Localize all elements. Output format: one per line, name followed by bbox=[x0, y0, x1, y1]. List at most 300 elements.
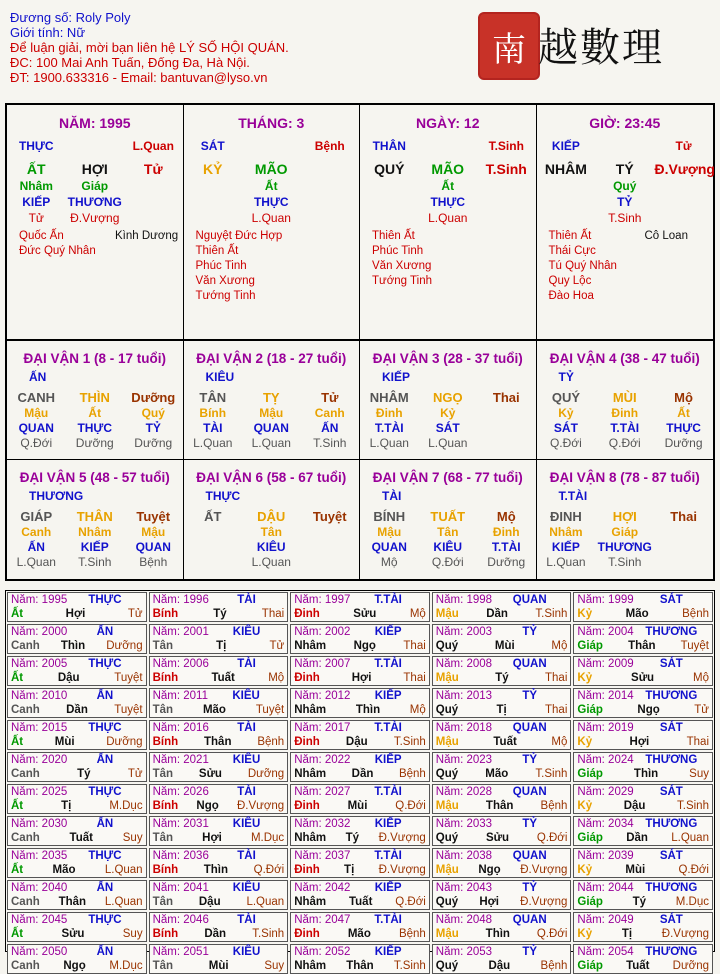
dai-van-hidden-item: THỰC bbox=[77, 421, 113, 435]
year-label: Năm: 2003 bbox=[435, 626, 493, 638]
year-can: Canh bbox=[11, 832, 40, 844]
year-god: THỰC bbox=[88, 786, 122, 798]
year-cell bbox=[7, 912, 147, 942]
year-label: Năm: 2034 bbox=[577, 818, 634, 830]
star-item: Đức Quý Nhân bbox=[19, 245, 96, 257]
year-line-2 bbox=[8, 959, 146, 973]
year-chi: Tị bbox=[621, 928, 633, 940]
dai-van-state: Dưỡng bbox=[131, 390, 176, 405]
year-chi: Ngọ bbox=[637, 704, 660, 716]
year-chi: Tý bbox=[213, 608, 227, 620]
year-line-2 bbox=[291, 671, 429, 685]
dai-van-hidden-row bbox=[537, 421, 714, 435]
year-chi: Thân bbox=[485, 800, 514, 812]
pillar-hidden-item: Đ.Vượng bbox=[70, 211, 120, 225]
spacer bbox=[301, 195, 359, 209]
year-label: Năm: 2044 bbox=[577, 882, 634, 894]
year-state: Q.Đới bbox=[536, 832, 568, 844]
year-label: Năm: 1997 bbox=[294, 594, 351, 606]
year-line-2 bbox=[291, 735, 429, 749]
dai-van-hidden-row bbox=[537, 540, 714, 554]
year-state: Bệnh bbox=[540, 800, 568, 812]
year-can: Ất bbox=[11, 864, 24, 876]
dai-van-hidden-item: KIÊU bbox=[256, 540, 286, 554]
dai-van-hidden-item: KIÊU bbox=[433, 540, 463, 554]
year-cell bbox=[290, 944, 430, 974]
year-label: Năm: 2021 bbox=[152, 754, 209, 766]
year-line-2 bbox=[574, 895, 712, 909]
pillar-top-state: L.Quan bbox=[132, 139, 174, 153]
year-god: ẤN bbox=[96, 946, 114, 958]
dai-van-hidden-item: THỰC bbox=[666, 421, 701, 435]
year-chi: Dần bbox=[351, 768, 374, 780]
dai-van-2 bbox=[184, 341, 361, 460]
year-can: Kỷ bbox=[577, 608, 593, 620]
year-can: Ất bbox=[11, 736, 24, 748]
year-god: ẤN bbox=[96, 690, 114, 702]
dai-van-hidden-row bbox=[360, 555, 536, 569]
year-chi: Dần bbox=[486, 608, 508, 620]
year-god: THỰC bbox=[88, 722, 122, 734]
year-state: Mộ bbox=[409, 704, 426, 716]
year-can: Đinh bbox=[294, 864, 320, 876]
spacer bbox=[419, 139, 477, 153]
star-item: Phúc Tinh bbox=[372, 245, 424, 257]
year-god: TÀI bbox=[237, 914, 256, 926]
dai-van-hidden-item: QUAN bbox=[135, 540, 171, 554]
dai-van-top: TỶ bbox=[558, 370, 574, 384]
dai-van-hidden-item: Quý bbox=[141, 406, 165, 420]
year-line-2 bbox=[8, 607, 146, 621]
year-line-2 bbox=[291, 927, 429, 941]
dai-van-hidden-row bbox=[7, 421, 183, 435]
year-state: Dưỡng bbox=[106, 736, 143, 748]
dai-van-hidden-item: T.Sinh bbox=[608, 555, 642, 569]
year-state: Suy bbox=[122, 832, 143, 844]
dai-van-hidden-item bbox=[301, 540, 359, 554]
dai-van-main-row bbox=[184, 390, 360, 405]
year-state: Tử bbox=[269, 640, 285, 652]
dai-van-hidden-item: Mậu bbox=[141, 525, 166, 539]
dai-van-can: NHÂM bbox=[369, 390, 409, 405]
year-state: Suy bbox=[264, 960, 285, 972]
pillar-stars bbox=[19, 229, 96, 259]
dai-van-hidden-row bbox=[184, 540, 360, 554]
dai-van-title: ĐẠI VẬN 8 (78 - 87 tuổi) bbox=[549, 470, 700, 485]
year-can: Quý bbox=[435, 768, 459, 780]
spacer bbox=[66, 139, 124, 153]
dai-van-hidden-item: Dưỡng bbox=[487, 555, 526, 569]
pillar-top-god: SÁT bbox=[200, 139, 225, 153]
dai-van-hidden-row bbox=[537, 406, 714, 420]
year-god: T.TÀI bbox=[374, 658, 402, 670]
year-chi: Mùi bbox=[494, 640, 515, 652]
dai-van-7 bbox=[360, 460, 537, 579]
year-state: Thai bbox=[686, 736, 709, 748]
year-label: Năm: 2002 bbox=[294, 626, 351, 638]
dai-van-can: GIÁP bbox=[20, 509, 53, 524]
year-god: KIẾP bbox=[374, 690, 402, 702]
dai-van-hidden-item: Nhâm bbox=[549, 525, 583, 539]
year-god: THƯƠNG bbox=[645, 690, 698, 702]
year-god: TỶ bbox=[522, 690, 538, 702]
dai-van-hidden-item: Bính bbox=[199, 406, 227, 420]
year-chi: Hợi bbox=[479, 896, 500, 908]
dai-van-state: Tử bbox=[321, 390, 339, 405]
year-chi: Dần bbox=[66, 704, 88, 716]
year-god: TÀI bbox=[237, 722, 256, 734]
dai-van-state: Tuyệt bbox=[312, 509, 347, 524]
year-state: Q.Đới bbox=[395, 896, 426, 908]
year-label: Năm: 2025 bbox=[11, 786, 68, 798]
seal-logo: 南 bbox=[478, 12, 540, 80]
year-chi: Sửu bbox=[353, 608, 377, 620]
dai-van-hidden-item: T.Sinh bbox=[78, 555, 112, 569]
star-item: Cô Loan bbox=[644, 230, 688, 242]
year-chi: Mão bbox=[625, 608, 649, 620]
dai-van-chi: THÂN bbox=[76, 509, 113, 524]
year-god: KIẾP bbox=[374, 818, 402, 830]
year-line-2 bbox=[150, 671, 288, 685]
year-chi: Mùi bbox=[54, 736, 75, 748]
star-item: Tướng Tinh bbox=[195, 290, 256, 302]
year-line-1 bbox=[574, 913, 712, 927]
year-can: Đinh bbox=[294, 800, 320, 812]
year-cell bbox=[149, 752, 289, 782]
year-cell bbox=[290, 912, 430, 942]
dai-van-main-row bbox=[537, 390, 714, 405]
year-line-1 bbox=[150, 657, 288, 671]
star-item: Quốc Ấn bbox=[19, 230, 64, 242]
dai-van-hidden-item: Kỷ bbox=[558, 406, 574, 420]
year-line-2 bbox=[150, 767, 288, 781]
dai-van-hidden-item bbox=[654, 525, 712, 539]
dai-van-hidden-row bbox=[360, 540, 536, 554]
year-label: Năm: 2001 bbox=[152, 626, 209, 638]
year-cell bbox=[290, 624, 430, 654]
year-chi: Tuất bbox=[348, 896, 373, 908]
year-god: THƯƠNG bbox=[645, 882, 698, 894]
year-line-2 bbox=[433, 799, 571, 813]
year-line-2 bbox=[291, 959, 429, 973]
year-line-2 bbox=[291, 831, 429, 845]
year-can: Canh bbox=[11, 960, 40, 972]
year-state: M.Dục bbox=[109, 800, 143, 812]
year-line-1 bbox=[291, 721, 429, 735]
pillar-hidden-item: THỰC bbox=[253, 195, 289, 209]
year-label: Năm: 2053 bbox=[435, 946, 493, 958]
year-line-1 bbox=[433, 849, 571, 863]
year-god: SÁT bbox=[659, 914, 683, 926]
dai-van-hidden-row bbox=[7, 436, 183, 450]
dai-van-hidden-item bbox=[654, 540, 712, 554]
year-line-1 bbox=[574, 753, 712, 767]
year-god: ẤN bbox=[96, 754, 114, 766]
year-line-2 bbox=[574, 959, 712, 973]
dai-van-can: CANH bbox=[17, 390, 56, 405]
dai-van-hidden-item: Dưỡng bbox=[75, 436, 114, 450]
year-chi: Tuất bbox=[211, 672, 235, 684]
year-line-1 bbox=[433, 721, 571, 735]
dai-van-hidden-row bbox=[360, 406, 536, 420]
year-line-2 bbox=[8, 799, 146, 813]
year-state: Đ.Vượng bbox=[378, 832, 426, 844]
year-state: Đ.Vượng bbox=[378, 864, 426, 876]
year-label: Năm: 2050 bbox=[11, 946, 68, 958]
dai-van-hidden-item: Q.Đới bbox=[549, 436, 582, 450]
dai-van-chi: TUẤT bbox=[430, 509, 466, 524]
dai-van-hidden-item: L.Quan bbox=[428, 436, 468, 450]
pillar-hidden-row bbox=[184, 211, 360, 225]
year-can: Tân bbox=[152, 704, 174, 716]
year-chi: Tị bbox=[216, 640, 227, 652]
year-line-1 bbox=[291, 881, 429, 895]
year-god: TÀI bbox=[237, 850, 256, 862]
dai-van-hidden-item: T.Sinh bbox=[313, 436, 347, 450]
year-label: Năm: 2049 bbox=[577, 914, 634, 926]
year-chi: Hợi bbox=[351, 672, 372, 684]
dai-van-hidden-item: T.TÀI bbox=[374, 421, 404, 435]
year-label: Năm: 2043 bbox=[435, 882, 493, 894]
year-line-1 bbox=[291, 785, 429, 799]
year-cell bbox=[573, 656, 713, 686]
dai-van-hidden-item: Bệnh bbox=[139, 555, 168, 569]
year-label: Năm: 2045 bbox=[11, 914, 68, 926]
pillar-main-row bbox=[184, 161, 360, 177]
dai-van-can: ĐINH bbox=[550, 509, 582, 524]
year-can: Bính bbox=[152, 928, 179, 940]
dai-van-hidden-item: KIẾP bbox=[551, 540, 580, 554]
year-line-2 bbox=[574, 703, 712, 717]
year-line-1 bbox=[150, 593, 288, 607]
dai-van-hidden-item bbox=[184, 555, 242, 569]
dai-van-4 bbox=[537, 341, 714, 460]
star-item: Kình Dương bbox=[115, 230, 179, 242]
year-line-1 bbox=[8, 753, 146, 767]
year-line-1 bbox=[291, 689, 429, 703]
year-line-2 bbox=[433, 607, 571, 621]
year-line-2 bbox=[433, 831, 571, 845]
dai-van-hidden-item: Dưỡng bbox=[664, 436, 703, 450]
dai-van-hidden-item: Đinh bbox=[375, 406, 403, 420]
year-god: TÀI bbox=[237, 594, 256, 606]
dai-van-hidden-item: Mậu bbox=[24, 406, 49, 420]
year-line-2 bbox=[433, 639, 571, 653]
year-state: Đ.Vượng bbox=[520, 864, 568, 876]
year-state: Dưỡng bbox=[672, 960, 709, 972]
year-can: Bính bbox=[152, 800, 179, 812]
year-line-2 bbox=[433, 863, 571, 877]
address-line: ĐC: 100 Mai Anh Tuấn, Đống Đa, Hà Nội. bbox=[10, 55, 250, 70]
pillar-can: QUÝ bbox=[374, 161, 405, 177]
dai-van-hidden-item: L.Quan bbox=[546, 555, 586, 569]
year-chi: Thìn bbox=[203, 864, 229, 876]
year-line-1 bbox=[150, 689, 288, 703]
pillar-hidden-item: THỰC bbox=[430, 195, 466, 209]
year-chi: Ngọ bbox=[63, 960, 86, 972]
year-label: Năm: 2030 bbox=[11, 818, 68, 830]
year-cell bbox=[7, 656, 147, 686]
year-line-1 bbox=[291, 593, 429, 607]
year-state: Tuyệt bbox=[114, 704, 143, 716]
year-chi: Sửu bbox=[61, 928, 85, 940]
year-can: Nhâm bbox=[294, 832, 327, 844]
dai-van-main-row bbox=[360, 390, 536, 405]
year-line-1 bbox=[291, 657, 429, 671]
year-label: Năm: 2029 bbox=[577, 786, 634, 798]
dai-van-hidden-item bbox=[301, 555, 359, 569]
year-label: Năm: 2004 bbox=[577, 626, 634, 638]
dai-van-title: ĐẠI VẬN 6 (58 - 67 tuổi) bbox=[196, 470, 347, 485]
year-label: Năm: 2016 bbox=[152, 722, 209, 734]
dai-van-hidden-row bbox=[184, 555, 360, 569]
year-line-2 bbox=[150, 927, 288, 941]
dai-van-hidden-row bbox=[184, 406, 360, 420]
dai-van-hidden-item bbox=[184, 540, 242, 554]
year-line-1 bbox=[433, 817, 571, 831]
year-can: Giáp bbox=[577, 704, 603, 716]
dai-van-hidden-item: TÀI bbox=[203, 421, 223, 435]
year-line-2 bbox=[8, 831, 146, 845]
year-line-1 bbox=[291, 753, 429, 767]
year-line-2 bbox=[150, 799, 288, 813]
year-cell bbox=[7, 848, 147, 878]
year-chi: Thân bbox=[628, 640, 656, 652]
year-can: Kỷ bbox=[577, 800, 593, 812]
year-label: Năm: 2007 bbox=[294, 658, 351, 670]
year-line-2 bbox=[291, 639, 429, 653]
year-chi: Ngọ bbox=[196, 800, 219, 812]
year-line-2 bbox=[574, 671, 712, 685]
year-god: KIẾP bbox=[374, 946, 402, 958]
year-state: Tử bbox=[127, 608, 143, 620]
dai-van-top: ẤN bbox=[29, 370, 47, 384]
dai-van-top: KIẾP bbox=[382, 370, 411, 384]
year-state: Mộ bbox=[409, 608, 426, 620]
dai-van-hidden-item: Dưỡng bbox=[134, 436, 173, 450]
header bbox=[10, 10, 480, 100]
gender-line: Giới tính: Nữ bbox=[10, 25, 86, 40]
dai-van-hidden-item: Đinh bbox=[611, 406, 639, 420]
year-can: Quý bbox=[435, 704, 459, 716]
year-line-1 bbox=[8, 913, 146, 927]
year-label: Năm: 2026 bbox=[152, 786, 209, 798]
year-cell bbox=[432, 880, 572, 910]
year-line-1 bbox=[433, 657, 571, 671]
year-chi: Tị bbox=[61, 800, 72, 812]
dai-van-hidden-item bbox=[477, 436, 535, 450]
year-god: QUAN bbox=[512, 914, 547, 926]
dai-van-state: Mộ bbox=[674, 390, 693, 405]
year-state: Bệnh bbox=[540, 960, 568, 972]
dai-van-title: ĐẠI VẬN 4 (38 - 47 tuổi) bbox=[549, 351, 700, 366]
year-state: Tử bbox=[694, 704, 709, 716]
year-god: QUAN bbox=[512, 594, 547, 606]
pillar-state: Tử bbox=[143, 161, 163, 177]
year-chi: Dậu bbox=[198, 896, 221, 908]
star-item: Tướng Tinh bbox=[372, 275, 432, 287]
dai-van-1 bbox=[7, 341, 184, 460]
dai-van-title: ĐẠI VẬN 2 (18 - 27 tuổi) bbox=[196, 351, 347, 366]
year-state: Bệnh bbox=[398, 928, 426, 940]
year-cell bbox=[7, 784, 147, 814]
year-cell bbox=[290, 656, 430, 686]
year-can: Canh bbox=[11, 768, 40, 780]
year-state: Tuyệt bbox=[680, 640, 709, 652]
dai-van-5 bbox=[7, 460, 184, 579]
year-chi: Sửu bbox=[631, 672, 655, 684]
dai-van-hidden-item: Canh bbox=[314, 406, 345, 420]
pillar-main-row bbox=[7, 161, 183, 177]
dai-van-hidden-item: L.Quan bbox=[193, 436, 233, 450]
year-label: Năm: 2027 bbox=[294, 786, 351, 798]
year-label: Năm: 2011 bbox=[152, 690, 208, 702]
year-cell bbox=[432, 784, 572, 814]
year-line-1 bbox=[433, 913, 571, 927]
year-cell bbox=[7, 752, 147, 782]
year-chi: Tuất bbox=[626, 960, 650, 972]
year-line-1 bbox=[574, 689, 712, 703]
pillar-top-state: T.Sinh bbox=[488, 139, 524, 153]
year-chi: Tý bbox=[632, 896, 647, 908]
pillar-hidden-item: Ất bbox=[441, 179, 455, 193]
year-can: Giáp bbox=[577, 896, 603, 908]
year-label: Năm: 2032 bbox=[294, 818, 351, 830]
year-label: Năm: 2017 bbox=[294, 722, 351, 734]
year-line-2 bbox=[8, 671, 146, 685]
year-god: THƯƠNG bbox=[645, 818, 698, 830]
year-god: KIÊU bbox=[232, 818, 261, 830]
year-chi: Tý bbox=[345, 832, 360, 844]
dai-van-hidden-item bbox=[477, 406, 535, 420]
year-can: Nhâm bbox=[294, 768, 327, 780]
year-label: Năm: 2014 bbox=[577, 690, 634, 702]
year-chi: Dần bbox=[204, 928, 227, 940]
year-cell bbox=[290, 752, 430, 782]
year-god: T.TÀI bbox=[374, 594, 402, 606]
year-chi: Mùi bbox=[347, 800, 368, 812]
year-god: KIÊU bbox=[232, 690, 260, 702]
year-god: SÁT bbox=[659, 594, 683, 606]
dai-van-hidden-item: Nhâm bbox=[78, 525, 112, 539]
dai-van-top: THỰC bbox=[205, 489, 241, 503]
dai-van-8 bbox=[537, 460, 714, 579]
year-can: Canh bbox=[11, 704, 40, 716]
year-chi: Dậu bbox=[488, 960, 511, 972]
year-state: Đ.Vượng bbox=[520, 896, 568, 908]
spacer bbox=[477, 195, 535, 209]
dai-van-main-row bbox=[7, 390, 183, 405]
year-line-1 bbox=[574, 721, 712, 735]
year-can: Quý bbox=[435, 960, 459, 972]
year-can: Nhâm bbox=[294, 640, 327, 652]
spacer bbox=[654, 179, 712, 193]
year-can: Tân bbox=[152, 768, 174, 780]
year-line-2 bbox=[574, 639, 712, 653]
year-state: Suy bbox=[122, 928, 143, 940]
pillar-0 bbox=[7, 105, 184, 339]
year-chi: Hợi bbox=[629, 736, 650, 748]
spacer bbox=[124, 211, 182, 225]
spacer bbox=[654, 211, 712, 225]
year-label: Năm: 2024 bbox=[577, 754, 634, 766]
year-label: Năm: 2040 bbox=[11, 882, 68, 894]
year-label: Năm: 2036 bbox=[152, 850, 209, 862]
year-god: ẤN bbox=[96, 882, 114, 894]
star-item: Thái Cực bbox=[548, 245, 596, 257]
year-chi: Dần bbox=[626, 832, 648, 844]
year-state: T.Sinh bbox=[535, 768, 568, 780]
